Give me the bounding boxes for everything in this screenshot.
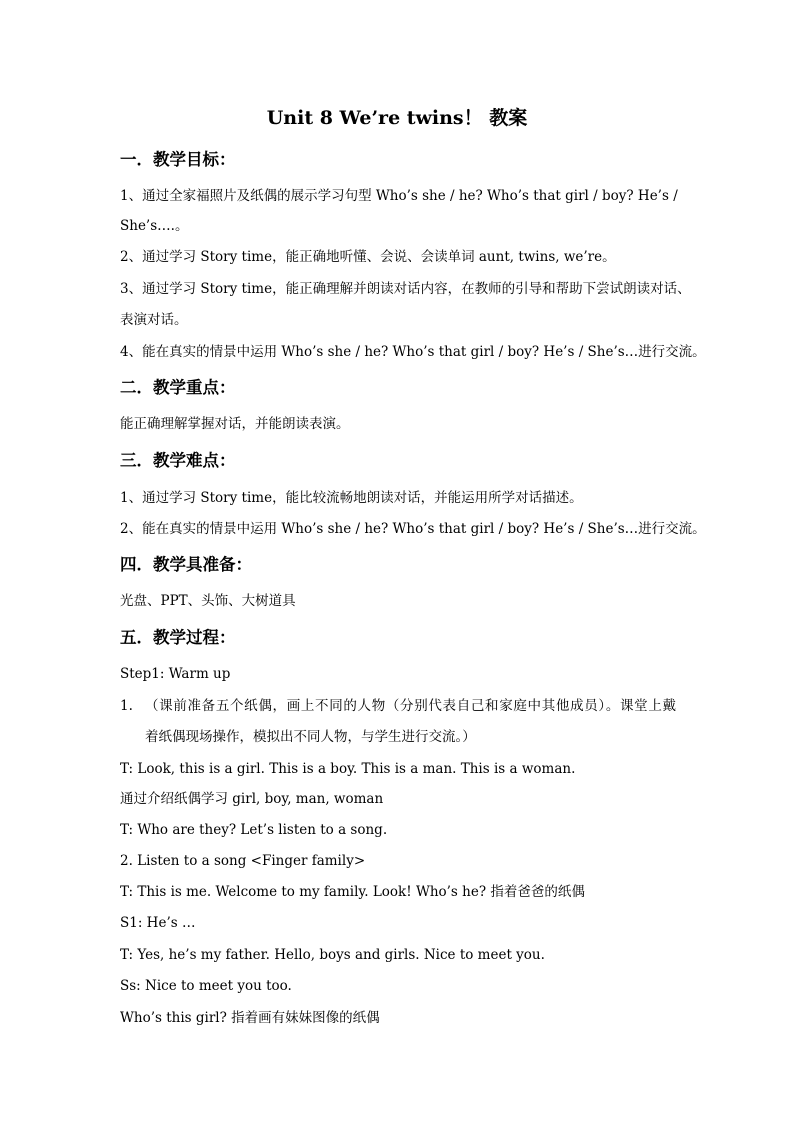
section-heading-process: 五．教学过程： — [120, 628, 236, 647]
paragraph-line: T: Who are they? Let’s listen to a song. — [120, 822, 388, 838]
paragraph-line: Who’s this girl? 指着画有妹妹图像的纸偶 — [120, 1010, 380, 1026]
section-heading-difficulties: 三．教学难点： — [120, 451, 236, 470]
paragraph-line: T: Yes, he’s my father. Hello, boys and girls. Nice to meet you. — [120, 947, 545, 963]
paragraph-line: Step1: Warm up — [120, 666, 231, 682]
section-heading-key-points: 二．教学重点： — [120, 378, 236, 397]
list-number: 1. — [120, 698, 133, 714]
paragraph-line: She’s….。 — [120, 218, 189, 234]
paragraph-line: （课前准备五个纸偶，画上不同的人物（分别代表自己和家庭中其他成员）。课堂上戴 — [145, 698, 676, 714]
paragraph-line: 通过介绍纸偶学习 girl, boy, man, woman — [120, 791, 384, 807]
paragraph-line: T: This is me. Welcome to my family. Look! Who’s he? 指着爸爸的纸偶 — [120, 884, 585, 900]
paragraph-line: 2、能在真实的情景中运用 Who’s she / he? Who’s that girl / boy? He’s / She’s…进行交流。 — [120, 521, 706, 537]
paragraph-line: 2、通过学习 Story time，能正确地听懂、会说、会读单词 aunt, twins, we’re。 — [120, 249, 616, 265]
section-heading-materials: 四．教学具准备： — [120, 555, 252, 574]
paragraph-line: 着纸偶现场操作，模拟出不同人物，与学生进行交流。） — [145, 729, 476, 745]
paragraph-line: 3、通过学习 Story time，能正确理解并朗读对话内容，在教师的引导和帮助下尝试朗读对话、 — [120, 281, 691, 297]
paragraph-line: 4、能在真实的情景中运用 Who’s she / he? Who’s that girl / boy? He’s / She’s…进行交流。 — [120, 344, 706, 360]
paragraph-line: 光盘、PPT、头饰、大树道具 — [120, 593, 296, 609]
paragraph-line: 1、通过学习 Story time，能比较流畅地朗读对话，并能运用所学对话描述。 — [120, 490, 583, 506]
document-title: Unit 8 We’re twins！ 教案 — [266, 107, 528, 129]
paragraph-line: 2. Listen to a song <Finger family> — [120, 853, 366, 869]
paragraph-line: 能正确理解掌握对话，并能朗读表演。 — [120, 416, 350, 432]
paragraph-line: Ss: Nice to meet you too. — [120, 978, 292, 994]
paragraph-line: S1: He’s … — [120, 915, 196, 931]
paragraph-line: 1、通过全家福照片及纸偶的展示学习句型 Who’s she / he? Who’s that girl / boy? He’s / — [120, 188, 678, 204]
paragraph-line: 表演对话。 — [120, 312, 188, 328]
section-heading-objectives: 一．教学目标： — [120, 150, 236, 169]
paragraph-line: T: Look, this is a girl. This is a boy. This is a man. This is a woman. — [120, 761, 576, 777]
